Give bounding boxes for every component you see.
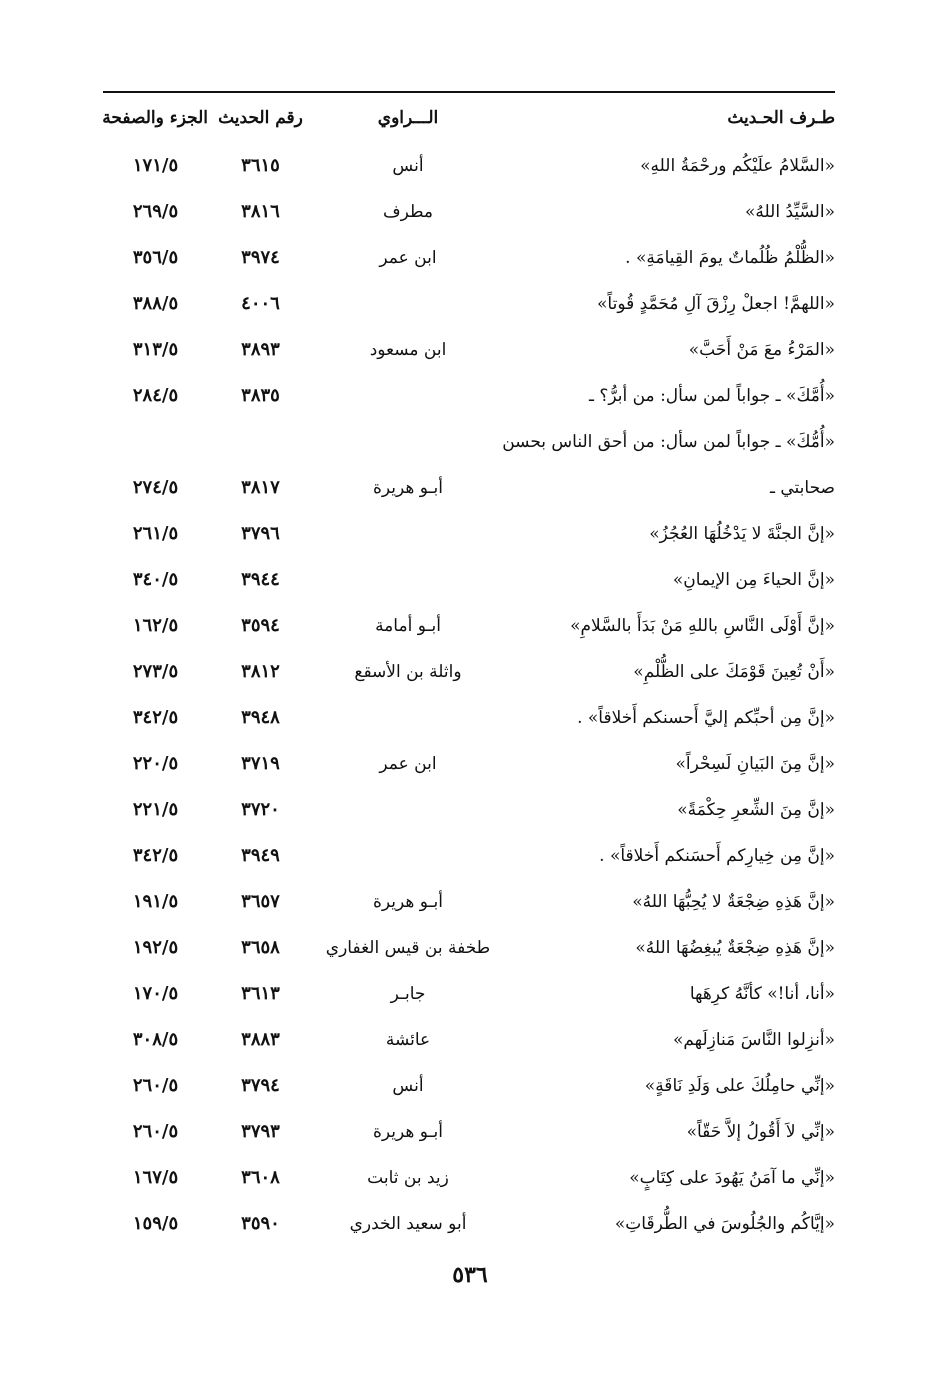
table-row: [103, 649, 835, 695]
table-row: [103, 281, 835, 327]
table-row: [103, 1017, 835, 1063]
page-number: ٥٣٦: [452, 1262, 488, 1288]
hadith-number-cell: ٣٨١٢: [241, 661, 280, 682]
narrator-cell: [313, 557, 503, 603]
narrator-cell: [313, 833, 503, 879]
hadith-cell: «إنَّ مِن أحبِّكم إليَّ أَحسنكم أَخلاقاً» .: [577, 708, 835, 728]
volume-page-cell: ٢٦٩/٥: [132, 201, 179, 222]
hadith-cell: «إنَّ أَوْلَى النَّاسِ باللهِ مَنْ بَدَأَ بالسَّلامِ»: [570, 616, 835, 636]
hadith-number-cell: ٣٨١٧: [241, 477, 280, 498]
hadith-number-cell: ٣٥٩٤: [241, 615, 280, 636]
hadith-cell: «اللهمَّ! اجعلْ رِزْقَ آلِ مُحَمَّدٍ قُوتاً»: [597, 294, 835, 314]
volume-page-cell: ٣٨٨/٥: [132, 293, 179, 314]
table-row: [103, 511, 835, 557]
hadith-number-cell: ٣٦٥٨: [241, 937, 280, 958]
hadith-cell: «إنَّ الجنَّةَ لا يَدْخُلُهَا العُجُزُ»: [649, 524, 835, 544]
header-number: رقم الحديث: [218, 108, 303, 128]
narrator-cell: مطرف: [382, 202, 434, 222]
hadith-number-cell: ٣٧٩٦: [241, 523, 280, 544]
hadith-cell: «إنِّي ما آمَنُ يَهُودَ على كِتَابٍ»: [629, 1168, 835, 1188]
hadith-cell: «إيَّاكُم والجُلُوسَ في الطُّرقَاتِ»: [614, 1214, 835, 1234]
table-row: [103, 143, 835, 189]
volume-page-cell: ٢٦٠/٥: [132, 1121, 179, 1142]
volume-page-cell: ٣٤٢/٥: [132, 707, 179, 728]
table-row: [103, 925, 835, 971]
table-row: [103, 1155, 835, 1201]
narrator-cell: [313, 511, 503, 557]
table-row: [103, 327, 835, 373]
narrator-cell: [313, 281, 503, 327]
hadith-number-cell: ٣٦٥٧: [241, 891, 280, 912]
table-row: [103, 189, 835, 235]
volume-page-cell: ٢٦١/٥: [132, 523, 179, 544]
hadith-cell: «إنَّ مِنَ الشِّعرِ حِكْمَةً»: [677, 800, 835, 820]
table-header: [103, 100, 835, 142]
hadith-cell: «إنَّ هَذِهِ ضِجْعَةٌ لا يُحِبُّهَا اللهُ»: [632, 892, 835, 912]
narrator-cell: أبـو هريرة: [373, 892, 443, 912]
volume-page-cell: [103, 419, 208, 465]
hadith-cell: «إنَّ الحياءَ مِن الإيمانِ»: [672, 570, 835, 590]
hadith-number-cell: ٣٨٨٣: [241, 1029, 280, 1050]
volume-page-cell: ٢٨٤/٥: [132, 385, 179, 406]
hadith-number-cell: ٣٦١٣: [241, 983, 280, 1004]
hadith-number-cell: ٣٩٤٨: [241, 707, 280, 728]
top-rule: [103, 91, 835, 93]
volume-page-cell: ١٩١/٥: [132, 891, 179, 912]
volume-page-cell: ١٧٠/٥: [132, 983, 179, 1004]
narrator-cell: ابن عمر: [379, 754, 437, 774]
hadith-number-cell: ٣٥٩٠: [241, 1213, 280, 1234]
volume-page-cell: ٣٤٢/٥: [132, 845, 179, 866]
volume-page-cell: ٣٤٠/٥: [132, 569, 179, 590]
narrator-cell: ابن عمر: [379, 248, 437, 268]
hadith-cell: «أنا، أنا!» كأنَّهُ كرِهَها: [689, 984, 835, 1004]
hadith-cell: «إنَّ هَذِهِ ضِجْعَةٌ يُبغِضُهَا اللهُ»: [635, 938, 835, 958]
hadith-number-cell: ٣٩٧٤: [241, 247, 280, 268]
header-hadith: طـرف الحـديث: [727, 108, 835, 128]
volume-page-cell: ١٦٧/٥: [132, 1167, 179, 1188]
hadith-cell: «الظُّلْمُ ظُلُماتٌ يومَ القِيامَةِ» .: [625, 248, 835, 268]
narrator-cell: [313, 419, 503, 465]
hadith-number-cell: ٣٦٠٨: [241, 1167, 280, 1188]
narrator-cell: [313, 373, 503, 419]
hadith-number-cell: ٣٦١٥: [241, 155, 280, 176]
volume-page-cell: ٣١٣/٥: [132, 339, 179, 360]
table-row: [103, 419, 835, 465]
hadith-number-cell: ٣٨٣٥: [241, 385, 280, 406]
hadith-cell: صحابتي ـ: [769, 478, 835, 498]
hadith-cell: «أنزِلوا النَّاسَ مَنازِلَهم»: [672, 1030, 835, 1050]
narrator-cell: [313, 695, 503, 741]
narrator-cell: أبـو هريرة: [373, 1122, 443, 1142]
hadith-cell: «إنَّ مِن خِيارِكم أَحسَنكم أَخلاقاً» .: [599, 846, 835, 866]
table-row: [103, 787, 835, 833]
hadith-number-cell: ٣٧١٩: [241, 753, 280, 774]
hadith-cell: «المَرْءُ معَ مَنْ أَحَبَّ»: [688, 340, 835, 360]
table-row: [103, 557, 835, 603]
table-row: [103, 971, 835, 1017]
volume-page-cell: ١٥٩/٥: [132, 1213, 179, 1234]
volume-page-cell: ٣٠٨/٥: [132, 1029, 179, 1050]
hadith-cell: «إنِّي لاَ أَقُولُ إلاَّ حَقّاً»: [686, 1122, 835, 1142]
table-row: [103, 603, 835, 649]
narrator-cell: أبـو أمامة: [375, 616, 441, 636]
table-row: [103, 235, 835, 281]
header-page: الجزء والصفحة: [102, 108, 208, 128]
table-row: [103, 879, 835, 925]
volume-page-cell: ٢٧٤/٥: [132, 477, 179, 498]
hadith-cell: «أُمَّكَ» ـ جواباً لمن سأل: من أبرُّ؟ ـ: [588, 386, 835, 406]
hadith-cell: «أُمُّكَ» ـ جواباً لمن سأل: من أحق الناس بحسن: [502, 432, 835, 452]
hadith-cell: «أَنْ تُعِينَ قَوْمَكَ على الظُّلْمِ»: [633, 662, 835, 682]
table-row: [103, 1201, 835, 1247]
hadith-cell: «السَّلامُ علَيْكُم ورحْمَةُ اللهِ»: [640, 156, 835, 176]
hadith-number-cell: ٣٩٤٩: [241, 845, 280, 866]
table-row: [103, 465, 835, 511]
table-row: [103, 1063, 835, 1109]
narrator-cell: واثلة بن الأسقع: [354, 662, 462, 682]
narrator-cell: أنس: [392, 156, 424, 176]
volume-page-cell: ٣٥٦/٥: [132, 247, 179, 268]
table-row: [103, 1109, 835, 1155]
volume-page-cell: ٢٢١/٥: [132, 799, 179, 820]
volume-page-cell: ٢٢٠/٥: [132, 753, 179, 774]
table-row: [103, 741, 835, 787]
narrator-cell: أنس: [392, 1076, 424, 1096]
narrator-cell: طخفة بن قيس الغفاري: [325, 938, 491, 958]
table-row: [103, 833, 835, 879]
narrator-cell: ابن مسعود: [369, 340, 447, 360]
table-row: [103, 373, 835, 419]
hadith-number-cell: ٣٧٩٣: [241, 1121, 280, 1142]
volume-page-cell: ٢٧٣/٥: [132, 661, 179, 682]
header-narrator: الـــراوي: [377, 108, 439, 128]
volume-page-cell: ١٩٢/٥: [132, 937, 179, 958]
narrator-cell: [313, 787, 503, 833]
hadith-number-cell: ٣٧٢٠: [241, 799, 280, 820]
hadith-number-cell: ٣٧٩٤: [241, 1075, 280, 1096]
narrator-cell: جابـر: [390, 984, 426, 1004]
hadith-number-cell: ٣٨٩٣: [241, 339, 280, 360]
narrator-cell: زيد بن ثابت: [367, 1168, 449, 1188]
hadith-number-cell: [208, 419, 313, 465]
hadith-number-cell: ٤٠٠٦: [241, 293, 280, 314]
narrator-cell: أبـو هريرة: [373, 478, 443, 498]
hadith-cell: «إنَّ مِنَ البَيانِ لَسِحْراً»: [675, 754, 835, 774]
narrator-cell: أبو سعيد الخدري: [349, 1214, 467, 1234]
table-row: [103, 695, 835, 741]
narrator-cell: عائشة: [385, 1030, 431, 1050]
hadith-number-cell: ٣٩٤٤: [241, 569, 280, 590]
hadith-number-cell: ٣٨١٦: [241, 201, 280, 222]
volume-page-cell: ١٦٢/٥: [132, 615, 179, 636]
volume-page-cell: ٢٦٠/٥: [132, 1075, 179, 1096]
volume-page-cell: ١٧١/٥: [132, 155, 179, 176]
hadith-cell: «إنِّي حامِلُكَ على وَلَدِ نَاقَةٍ»: [644, 1076, 835, 1096]
table-body: [103, 143, 835, 1247]
hadith-cell: «السَّيِّدُ اللهُ»: [745, 202, 835, 222]
